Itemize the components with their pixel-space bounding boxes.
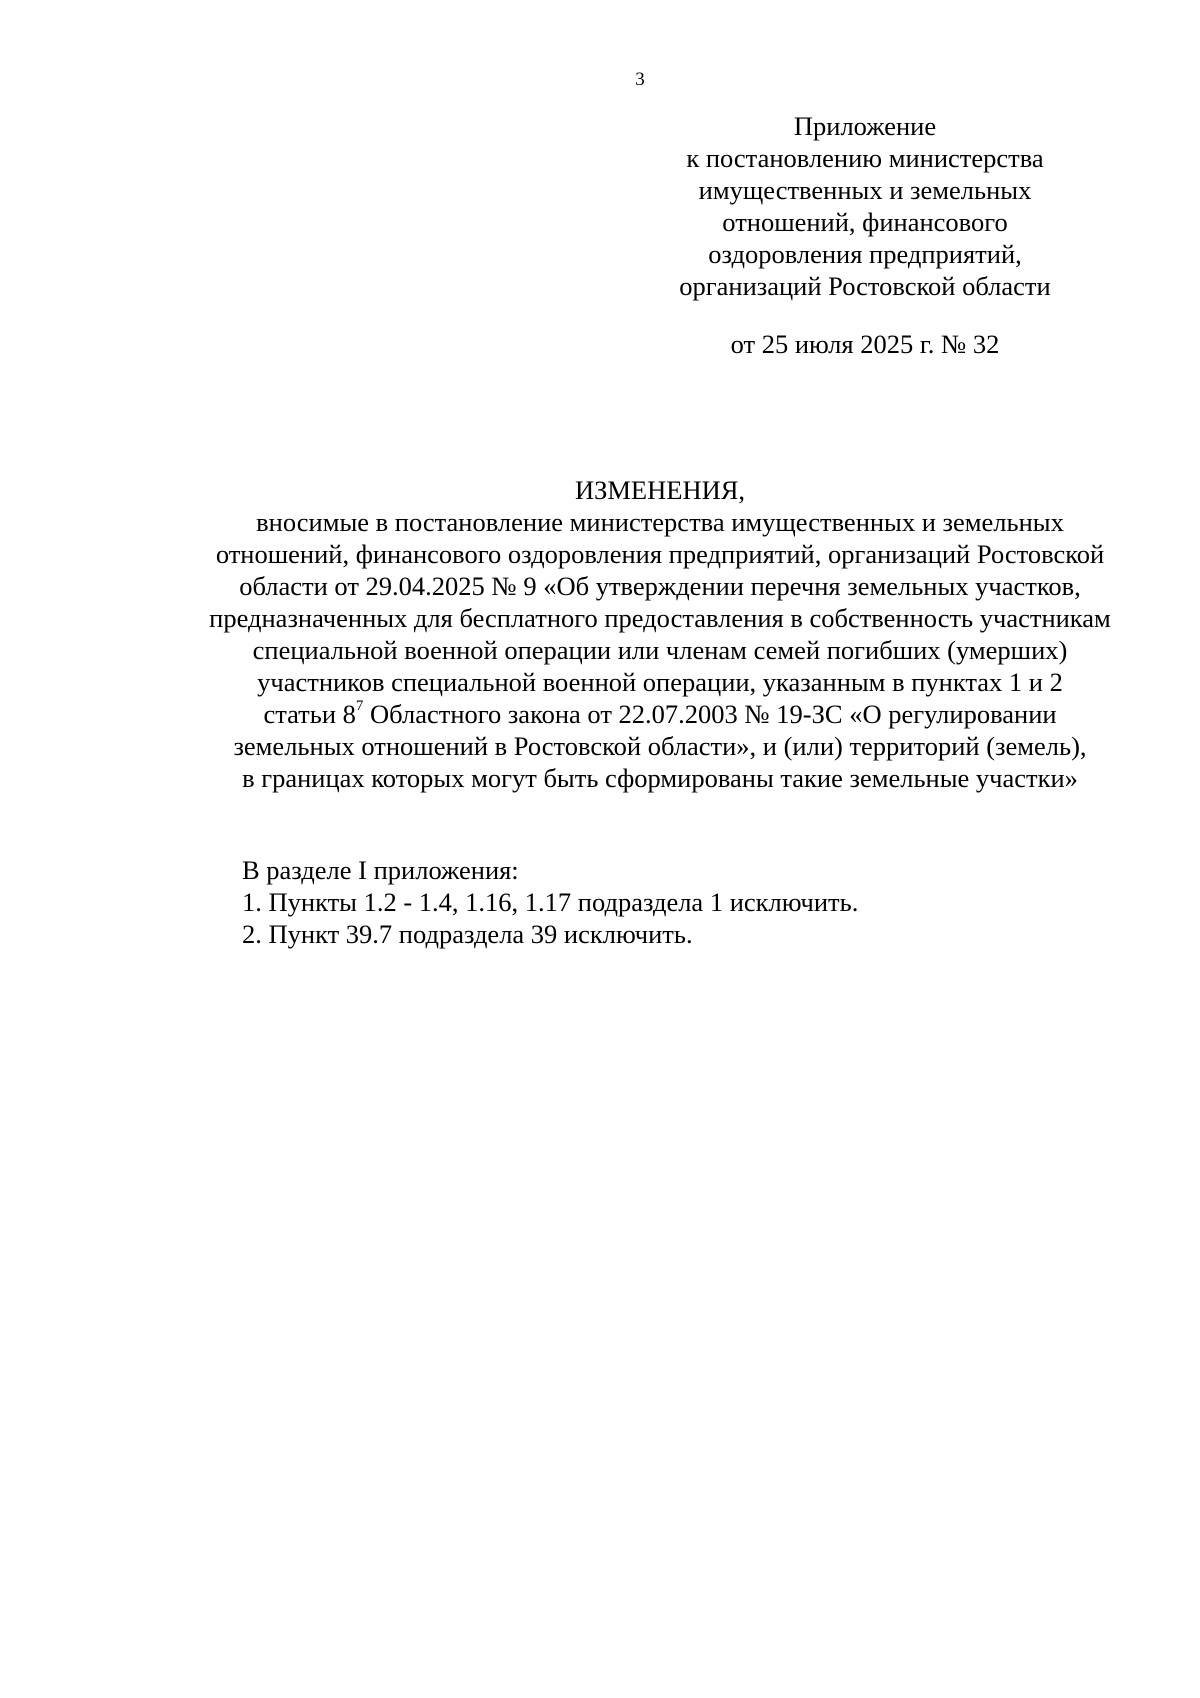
title-line: участников специальной военной операции, указанным в пунктах 1 и 2 bbox=[257, 667, 1063, 697]
appendix-line: организаций Ростовской области bbox=[679, 271, 1051, 301]
page-number: 3 bbox=[635, 69, 645, 90]
title-heading: ИЗМЕНЕНИЯ, bbox=[574, 475, 746, 505]
appendix-line: имущественных и земельных bbox=[698, 175, 1032, 205]
appendix-line: к постановлению министерства bbox=[686, 143, 1044, 173]
appendix-date: от 25 июля 2025 г. № 32 bbox=[730, 329, 1000, 359]
document-body bbox=[242, 854, 1142, 950]
title-line: области от 29.04.2025 № 9 «Об утверждении перечня земельных участков, bbox=[239, 571, 1081, 601]
title-line: земельных отношений в Ростовской области», и (или) территорий (земель), bbox=[233, 731, 1087, 761]
appendix-line: оздоровления предприятий, bbox=[708, 239, 1022, 269]
appendix-line: Приложение bbox=[793, 111, 937, 141]
body-item: 2. Пункт 39.7 подраздела 39 исключить. bbox=[242, 919, 693, 949]
title-line: в границах которых могут быть сформированы такие земельные участки» bbox=[242, 763, 1078, 793]
title-line: вносимые в постановление министерства имущественных и земельных bbox=[256, 507, 1064, 537]
title-line-article bbox=[100, 698, 1200, 730]
title-line: предназначенных для бесплатного предоставления в собственность участникам bbox=[209, 603, 1111, 633]
article-superscript: 7 bbox=[355, 698, 364, 714]
article-suffix: Областного закона от 22.07.2003 № 19-ЗС «О регулировании bbox=[363, 699, 1057, 729]
body-item: 1. Пункты 1.2 - 1.4, 1.16, 1.17 подраздела 1 исключить. bbox=[242, 887, 859, 917]
body-intro: В разделе I приложения: bbox=[242, 855, 519, 885]
document-title bbox=[100, 474, 1200, 794]
appendix-header bbox=[600, 110, 1130, 360]
title-line: специальной военной операции или членам семей погибших (умерших) bbox=[252, 635, 1068, 665]
article-prefix: статьи 8 bbox=[263, 699, 356, 729]
title-line: отношений, финансового оздоровления предприятий, организаций Ростовской bbox=[215, 539, 1105, 569]
appendix-line: отношений, финансового bbox=[722, 207, 1008, 237]
